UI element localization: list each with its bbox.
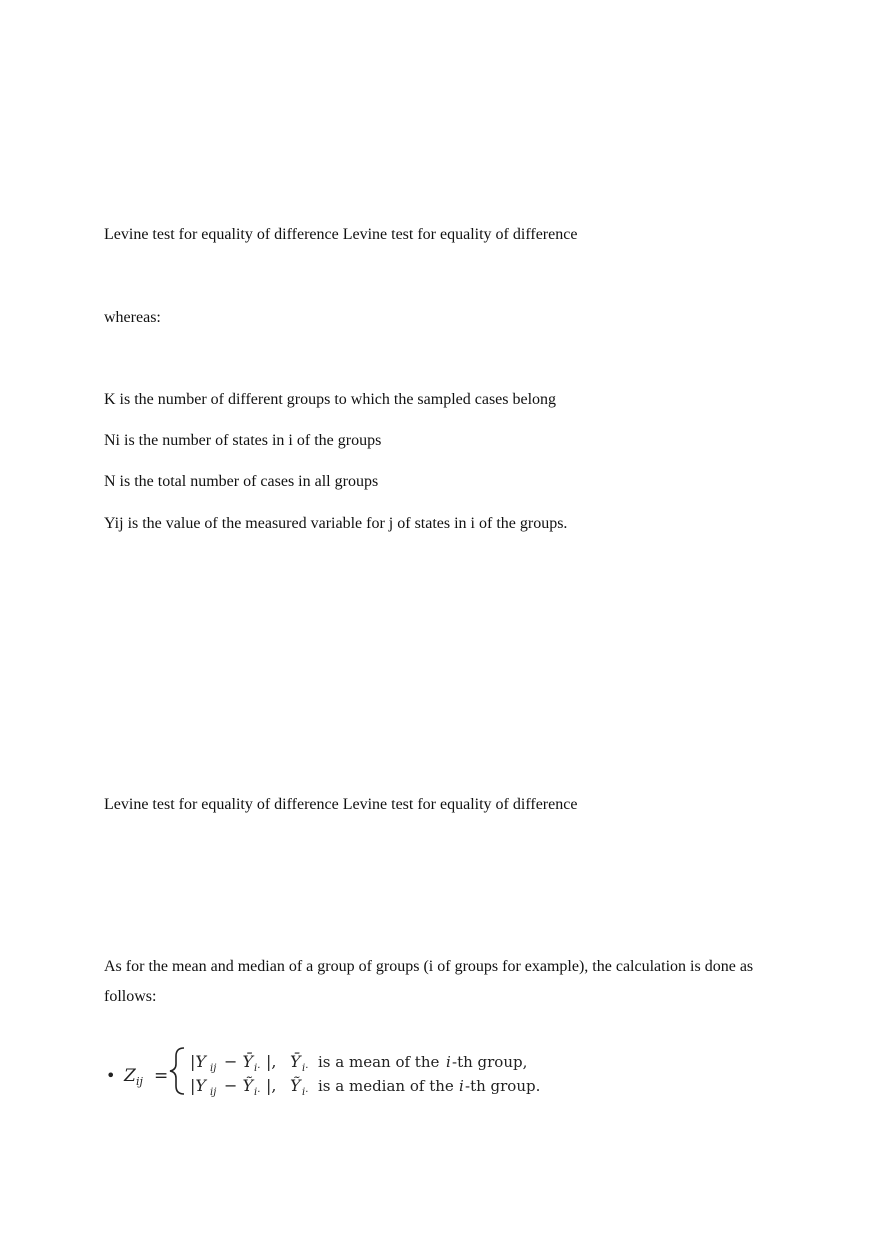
case-2-tail: -th group.	[465, 1077, 541, 1095]
case-1-sub2: i·	[254, 1063, 261, 1074]
case-1-minus: − Ȳ	[224, 1052, 254, 1071]
zij-formula	[104, 1040, 564, 1102]
formula-bullet: •	[106, 1066, 116, 1085]
case-2-close: |,	[266, 1076, 277, 1095]
formula-equals: =	[154, 1066, 169, 1086]
case-1-expr: |Y	[190, 1052, 206, 1071]
formula-brace	[170, 1048, 184, 1094]
definition-k: K is the number of different groups to which the sampled cases belong	[104, 391, 557, 408]
case-2-desc-var: Ỹ	[290, 1076, 301, 1095]
case-2-sub2: i·	[254, 1087, 261, 1098]
case-2-minus: − Ỹ	[224, 1076, 254, 1095]
case-1-tail: -th group,	[452, 1053, 528, 1071]
heading-levine-test-1: Levine test for equality of difference Levine test for equality of difference	[104, 226, 578, 243]
case-2-expr: |Y	[190, 1076, 206, 1095]
definition-yij: Yij is the value of the measured variable for j of states in i of the groups.	[104, 515, 568, 532]
whereas-label: whereas:	[104, 309, 161, 326]
formula-lhs-sub: ij	[136, 1075, 143, 1088]
case-1-sub: ij	[210, 1063, 217, 1074]
case-1-close: |,	[266, 1052, 277, 1071]
case-1-desc-sub: i·	[302, 1063, 309, 1074]
case-1-desc-var: Ȳ	[290, 1052, 301, 1071]
case-1-i: i	[446, 1053, 451, 1071]
case-2-i: i	[459, 1077, 464, 1095]
case-2-desc-sub: i·	[302, 1087, 309, 1098]
mean-median-paragraph: As for the mean and median of a group of groups (i of groups for example), the calculation is done as follows:	[104, 958, 754, 1005]
formula-lhs: Z	[124, 1066, 136, 1086]
definition-n: N is the total number of cases in all groups	[104, 473, 379, 490]
case-2-sub: ij	[210, 1087, 217, 1098]
case-2-desc: is a median of the	[318, 1077, 454, 1095]
case-1-desc: is a mean of the	[318, 1053, 440, 1071]
definition-ni: Ni is the number of states in i of the groups	[104, 432, 382, 449]
heading-levine-test-2: Levine test for equality of difference Levine test for equality of difference	[104, 796, 578, 813]
